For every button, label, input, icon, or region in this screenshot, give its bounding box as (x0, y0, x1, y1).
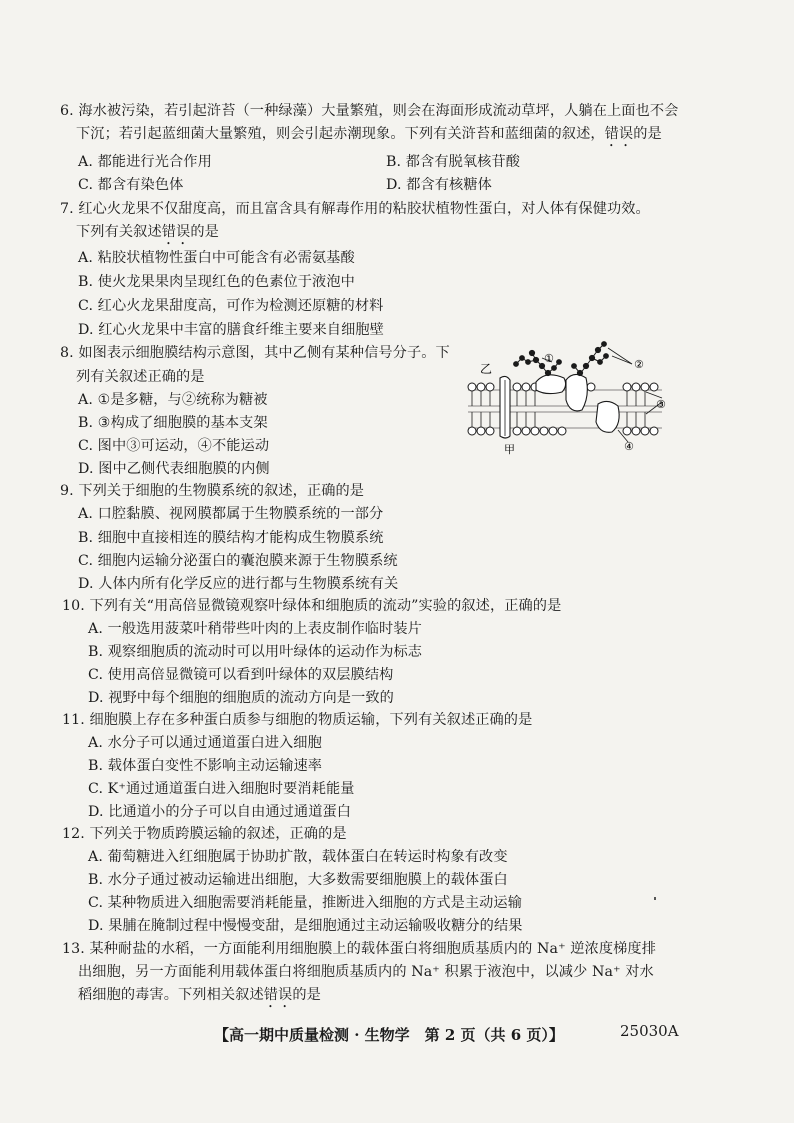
q8-option-d: D. 图中乙侧代表细胞膜的内侧 (78, 461, 270, 477)
q7-option-b: B. 使火龙果果肉呈现红色的色素位于液泡中 (78, 274, 355, 290)
paper-code: 25030A (620, 1022, 679, 1040)
q7-option-a: A. 粘胶状植物性蛋白中可能含有必需氨基酸 (78, 250, 355, 266)
q11-option-b: B. 载体蛋白变性不影响主动运输速率 (88, 758, 323, 774)
q13-emphasis: 错误 (263, 987, 293, 1003)
q6-option-d: D. 都含有核糖体 (386, 177, 492, 193)
embedded-protein-right (566, 374, 587, 410)
q13-stem-line2: 出细胞，另一方面能利用载体蛋白将细胞质基质内的 Na⁺ 积累于液泡中，以减少 Na⁺ 对水 (78, 964, 654, 980)
q6-option-c: C. 都含有染色体 (78, 177, 184, 193)
q11-stem: 11. 细胞膜上存在多种蛋白质参与细胞的物质运输，下列有关叙述正确的是 (62, 712, 533, 728)
cell-membrane-diagram (462, 340, 672, 470)
sugar-chain-1 (514, 350, 562, 375)
q10-option-b: B. 观察细胞质的流动时可以用叶绿体的运动作为标志 (88, 644, 423, 660)
q7-emphasis: 错误 (161, 224, 191, 240)
q7-option-c: C. 红心火龙果甜度高，可作为检测还原糖的材料 (78, 298, 384, 314)
q9-option-c: C. 细胞内运输分泌蛋白的囊泡膜来源于生物膜系统 (78, 553, 398, 569)
q6-stem-line1: 6. 海水被污染，若引起浒苔（一种绿藻）大量繁殖，则会在海面形成流动草坪，人躺在上面也不会 (60, 103, 679, 119)
peripheral-protein-lower (596, 401, 619, 432)
q8-option-c: C. 图中③可运动，④不能运动 (78, 438, 270, 454)
q12-option-c: C. 某种物质进入细胞需要消耗能量，推断进入细胞的方式是主动运输 (88, 895, 523, 911)
q8-stem-line1: 8. 如图表示细胞膜结构示意图，其中乙侧有某种信号分子。下 (60, 345, 450, 361)
label-jia: 甲 (504, 444, 515, 456)
q10-option-c: C. 使用高倍显微镜可以看到叶绿体的双层膜结构 (88, 667, 394, 683)
q9-option-a: A. 口腔黏膜、视网膜都属于生物膜系统的一部分 (78, 506, 384, 522)
q9-option-b: B. 细胞中直接相连的膜结构才能构成生物膜系统 (78, 530, 384, 546)
q10-option-d: D. 视野中每个细胞的细胞质的流动方向是一致的 (88, 690, 394, 706)
q12-option-a: A. 葡萄糖进入红细胞属于协助扩散，载体蛋白在转运时构象有改变 (88, 849, 508, 865)
q12-option-d: D. 果脯在腌制过程中慢慢变甜，是细胞通过主动运输吸收糖分的结果 (88, 918, 523, 934)
q7-stem-line1: 7. 红心火龙果不仅甜度高，而且富含具有解毒作用的粘胶状植物性蛋白，对人体有保健功效。 (60, 201, 650, 217)
phospholipid-upper-row (468, 390, 662, 428)
q8-option-a: A. ①是多糖，与②统称为糖被 (78, 392, 268, 408)
q9-stem: 9. 下列关于细胞的生物膜系统的叙述，正确的是 (60, 483, 365, 499)
scan-speck (654, 897, 656, 900)
q12-option-b: B. 水分子通过被动运输进出细胞，大多数需要细胞膜上的载体蛋白 (88, 872, 508, 888)
q12-stem: 12. 下列关于物质跨膜运输的叙述，正确的是 (62, 826, 347, 842)
glycoprotein-middle (536, 375, 566, 394)
q11-option-d: D. 比通道小的分子可以自由通过通道蛋白 (88, 804, 352, 820)
q10-option-a: A. 一般选用菠菜叶稍带些叶肉的上表皮制作临时装片 (88, 621, 422, 637)
q6-option-a: A. 都能进行光合作用 (78, 154, 212, 170)
q8-option-b: B. ③构成了细胞膜的基本支架 (78, 415, 268, 431)
label-3: ③ (656, 398, 666, 411)
q13-stem-line3: 稻细胞的毒害。下列相关叙述错误的是 (78, 987, 321, 1003)
q9-option-d: D. 人体内所有化学反应的进行都与生物膜系统有关 (78, 576, 399, 592)
q6-emphasis: 错误 (604, 126, 634, 142)
sugar-chain-2 (572, 342, 609, 376)
q11-option-a: A. 水分子可以通过通道蛋白进入细胞 (88, 735, 322, 751)
q6-option-b: B. 都含有脱氧核苷酸 (386, 154, 521, 170)
label-1: ① (544, 352, 554, 365)
q11-option-c: C. K⁺通过通道蛋白进入细胞时要消耗能量 (88, 781, 355, 797)
q8-stem-line2: 列有关叙述正确的是 (76, 369, 205, 385)
q13-stem-line1: 13. 某种耐盐的水稻，一方面能利用细胞膜上的载体蛋白将细胞质基质内的 Na⁺ 逆浓度梯度排 (62, 941, 656, 957)
q7-option-d: D. 红心火龙果中丰富的膳食纤维主要来自细胞壁 (78, 322, 384, 338)
label-4: ④ (624, 440, 634, 453)
page-footer: 【高一期中质量检测 · 生物学 第 2 页（共 6 页）】 (214, 1026, 564, 1044)
q6-stem-line2: 下沉；若引起蓝细菌大量繁殖，则会引起赤潮现象。下列有关浒苔和蓝细菌的叙述，错误的是 (76, 126, 662, 142)
label-2: ② (634, 358, 644, 371)
label-yi: 乙 (480, 362, 493, 376)
q10-stem: 10. 下列有关“用高倍显微镜观察叶绿体和细胞质的流动”实验的叙述，正确的是 (62, 598, 562, 614)
q7-stem-line2: 下列有关叙述错误的是 (76, 224, 219, 240)
